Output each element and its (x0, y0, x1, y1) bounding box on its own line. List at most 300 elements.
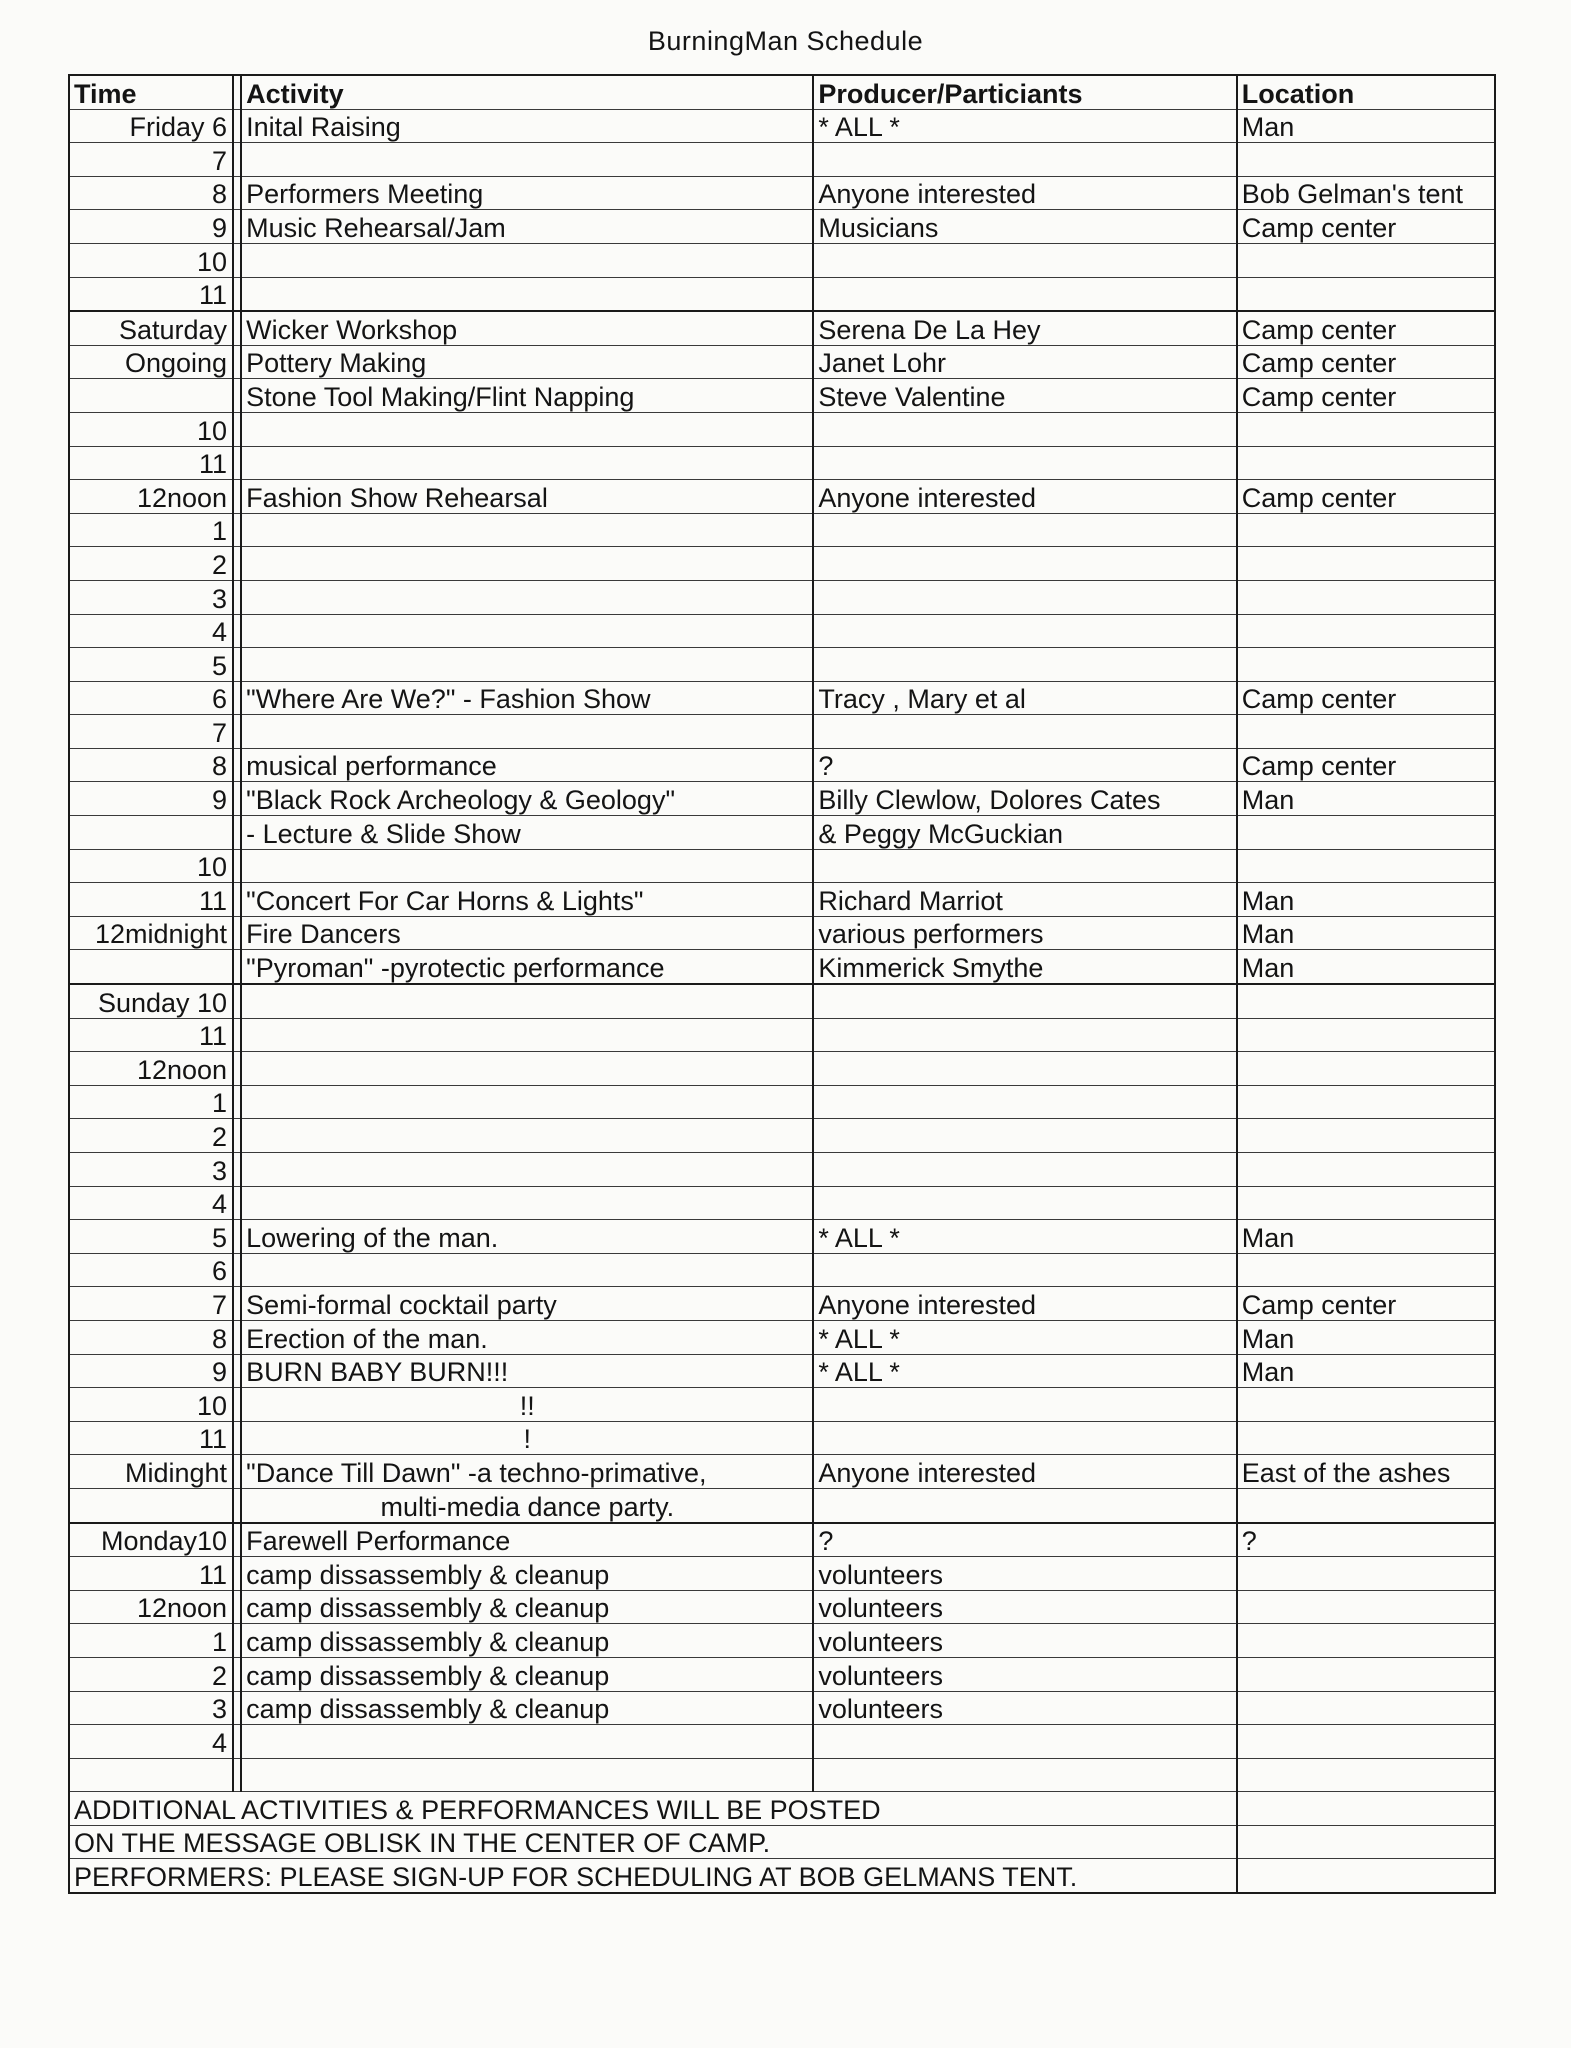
column-gap (233, 243, 241, 277)
location-cell (1237, 1859, 1495, 1893)
activity-cell (241, 1253, 813, 1287)
table-row (69, 1624, 1495, 1658)
table-row (69, 1388, 1495, 1422)
time-cell (69, 379, 233, 413)
table-row (69, 1052, 1495, 1086)
location-cell (1237, 1018, 1495, 1052)
time-cell (69, 816, 233, 850)
activity-cell (241, 1153, 813, 1187)
location-cell (1237, 446, 1495, 480)
producer-cell (813, 412, 1236, 446)
time-cell: 11 (69, 883, 233, 917)
producer-cell (813, 1052, 1236, 1086)
producer-cell: Anyone interested (813, 480, 1236, 514)
table-row (69, 1488, 1495, 1522)
table-row (69, 1691, 1495, 1725)
activity-cell: camp dissassembly & cleanup (241, 1557, 813, 1591)
location-cell: Man (1237, 916, 1495, 950)
producer-cell: * ALL * (813, 109, 1236, 143)
producer-cell (813, 1119, 1236, 1153)
table-row (69, 681, 1495, 715)
producer-cell (813, 984, 1236, 1018)
producer-cell (813, 1725, 1236, 1759)
location-cell (1237, 1085, 1495, 1119)
column-gap (233, 1354, 241, 1388)
time-cell: 5 (69, 648, 233, 682)
table-row (69, 143, 1495, 177)
table-row (69, 1287, 1495, 1321)
table-row (69, 243, 1495, 277)
location-cell (1237, 1590, 1495, 1624)
producer-cell (813, 1186, 1236, 1220)
table-row (69, 176, 1495, 210)
column-gap (233, 1320, 241, 1354)
activity-cell (241, 1725, 813, 1759)
notice-row (69, 1825, 1495, 1859)
location-cell: ? (1237, 1523, 1495, 1557)
activity-cell: Semi-formal cocktail party (241, 1287, 813, 1321)
location-cell (1237, 1657, 1495, 1691)
column-gap (233, 1052, 241, 1086)
table-row (69, 782, 1495, 816)
producer-cell: Billy Clewlow, Dolores Cates (813, 782, 1236, 816)
time-cell: 11 (69, 1018, 233, 1052)
location-cell (1237, 715, 1495, 749)
time-cell: 1 (69, 513, 233, 547)
table-row (69, 1186, 1495, 1220)
notice-row (69, 1792, 1495, 1826)
location-cell (1237, 1488, 1495, 1522)
column-gap (233, 109, 241, 143)
time-cell: 11 (69, 446, 233, 480)
location-cell (1237, 1421, 1495, 1455)
column-gap (233, 412, 241, 446)
table-row (69, 311, 1495, 345)
activity-cell: Erection of the man. (241, 1320, 813, 1354)
producer-cell (813, 849, 1236, 883)
producer-cell: Richard Marriot (813, 883, 1236, 917)
producer-cell (813, 243, 1236, 277)
column-gap (233, 143, 241, 177)
column-gap (233, 547, 241, 581)
time-cell: 10 (69, 849, 233, 883)
location-cell: Camp center (1237, 210, 1495, 244)
time-cell: Sunday 10 (69, 984, 233, 1018)
column-gap (233, 311, 241, 345)
notice-rows (69, 1792, 1495, 1893)
table-row (69, 849, 1495, 883)
time-cell: Monday10 (69, 1523, 233, 1557)
activity-cell: Performers Meeting (241, 176, 813, 210)
producer-cell (813, 1253, 1236, 1287)
producer-cell: various performers (813, 916, 1236, 950)
location-cell: Man (1237, 1220, 1495, 1254)
time-cell: 9 (69, 210, 233, 244)
table-row (69, 1253, 1495, 1287)
table-row (69, 715, 1495, 749)
time-cell: 8 (69, 1320, 233, 1354)
producer-cell: & Peggy McGuckian (813, 816, 1236, 850)
table-row (69, 1220, 1495, 1254)
table-row (69, 1085, 1495, 1119)
table-row (69, 1725, 1495, 1759)
column-gap (233, 1488, 241, 1522)
table-row (69, 916, 1495, 950)
producer-cell: * ALL * (813, 1354, 1236, 1388)
column-gap (233, 1657, 241, 1691)
location-cell: Man (1237, 782, 1495, 816)
location-cell (1237, 412, 1495, 446)
page-title: BurningMan Schedule (647, 26, 924, 56)
activity-cell: "Dance Till Dawn" -a techno-primative, (241, 1455, 813, 1489)
column-gap (233, 1119, 241, 1153)
location-cell: Camp center (1237, 748, 1495, 782)
location-cell (1237, 1153, 1495, 1187)
location-cell: Camp center (1237, 480, 1495, 514)
activity-cell: "Pyroman" -pyrotectic performance (241, 950, 813, 984)
column-gap (233, 1455, 241, 1489)
time-cell: 6 (69, 1253, 233, 1287)
time-cell: 3 (69, 1153, 233, 1187)
column-gap (233, 1388, 241, 1422)
location-cell (1237, 1253, 1495, 1287)
notice-text: ADDITIONAL ACTIVITIES & PERFORMANCES WILL BE POSTED (69, 1792, 1237, 1826)
table-row (69, 816, 1495, 850)
header-row (69, 75, 1495, 109)
activity-cell (241, 614, 813, 648)
time-cell: Midinght (69, 1455, 233, 1489)
time-cell: 1 (69, 1624, 233, 1658)
activity-cell: Farewell Performance (241, 1523, 813, 1557)
activity-cell: ! (241, 1421, 813, 1455)
header-time: Time (69, 75, 233, 109)
location-cell (1237, 1186, 1495, 1220)
activity-cell (241, 1018, 813, 1052)
activity-cell: Music Rehearsal/Jam (241, 210, 813, 244)
producer-cell (813, 1488, 1236, 1522)
location-cell: Camp center (1237, 379, 1495, 413)
column-gap (233, 513, 241, 547)
column-gap (233, 1725, 241, 1759)
column-gap (233, 1691, 241, 1725)
time-cell: 8 (69, 748, 233, 782)
producer-cell: * ALL * (813, 1220, 1236, 1254)
producer-cell (813, 1758, 1236, 1792)
location-cell (1237, 614, 1495, 648)
activity-cell: musical performance (241, 748, 813, 782)
time-cell: 12noon (69, 1052, 233, 1086)
activity-cell (241, 547, 813, 581)
time-cell: Ongoing (69, 345, 233, 379)
column-gap (233, 849, 241, 883)
time-cell: 12noon (69, 480, 233, 514)
column-gap (233, 1287, 241, 1321)
time-cell: 7 (69, 715, 233, 749)
table-row (69, 109, 1495, 143)
table-row (69, 648, 1495, 682)
table-row (69, 480, 1495, 514)
table-row (69, 1523, 1495, 1557)
table-row (69, 883, 1495, 917)
column-gap (233, 1590, 241, 1624)
table-row (69, 1354, 1495, 1388)
table-row (69, 1119, 1495, 1153)
column-gap (233, 75, 241, 109)
table-row (69, 1590, 1495, 1624)
activity-cell (241, 143, 813, 177)
table-row (69, 412, 1495, 446)
activity-cell: Fire Dancers (241, 916, 813, 950)
column-gap (233, 345, 241, 379)
column-gap (233, 816, 241, 850)
producer-cell: Anyone interested (813, 176, 1236, 210)
activity-cell: camp dissassembly & cleanup (241, 1624, 813, 1658)
column-gap (233, 480, 241, 514)
time-cell: 1 (69, 1085, 233, 1119)
producer-cell: volunteers (813, 1557, 1236, 1591)
time-cell: 9 (69, 1354, 233, 1388)
time-cell: 8 (69, 176, 233, 210)
table-row (69, 1657, 1495, 1691)
time-cell: 10 (69, 243, 233, 277)
column-gap (233, 984, 241, 1018)
producer-cell (813, 1085, 1236, 1119)
producer-cell: Janet Lohr (813, 345, 1236, 379)
column-gap (233, 748, 241, 782)
location-cell (1237, 513, 1495, 547)
time-cell: 12noon (69, 1590, 233, 1624)
column-gap (233, 1758, 241, 1792)
location-cell (1237, 243, 1495, 277)
column-gap (233, 1523, 241, 1557)
activity-cell (241, 984, 813, 1018)
location-cell: East of the ashes (1237, 1455, 1495, 1489)
activity-cell: camp dissassembly & cleanup (241, 1657, 813, 1691)
producer-cell (813, 614, 1236, 648)
producer-cell: ? (813, 1523, 1236, 1557)
column-gap (233, 1018, 241, 1052)
producer-cell (813, 1388, 1236, 1422)
producer-cell: Musicians (813, 210, 1236, 244)
location-cell (1237, 1119, 1495, 1153)
activity-cell: camp dissassembly & cleanup (241, 1691, 813, 1725)
activity-cell (241, 1186, 813, 1220)
activity-cell: !! (241, 1388, 813, 1422)
column-gap (233, 446, 241, 480)
location-cell (1237, 1624, 1495, 1658)
time-cell (69, 1758, 233, 1792)
activity-cell: Fashion Show Rehearsal (241, 480, 813, 514)
producer-cell: volunteers (813, 1624, 1236, 1658)
time-cell: 11 (69, 1557, 233, 1591)
location-cell (1237, 816, 1495, 850)
producer-cell: Serena De La Hey (813, 311, 1236, 345)
activity-cell: Stone Tool Making/Flint Napping (241, 379, 813, 413)
time-cell: 10 (69, 412, 233, 446)
location-cell: Bob Gelman's tent (1237, 176, 1495, 210)
time-cell: 11 (69, 1421, 233, 1455)
location-cell (1237, 580, 1495, 614)
activity-cell: camp dissassembly & cleanup (241, 1590, 813, 1624)
time-cell: 2 (69, 1119, 233, 1153)
table-row (69, 614, 1495, 648)
column-gap (233, 379, 241, 413)
time-cell: Saturday (69, 311, 233, 345)
location-cell (1237, 1691, 1495, 1725)
table-row (69, 446, 1495, 480)
location-cell: Camp center (1237, 1287, 1495, 1321)
producer-cell: volunteers (813, 1590, 1236, 1624)
table-row (69, 950, 1495, 984)
column-gap (233, 277, 241, 311)
time-cell: 3 (69, 1691, 233, 1725)
column-gap (233, 715, 241, 749)
location-cell (1237, 1388, 1495, 1422)
location-cell (1237, 277, 1495, 311)
column-gap (233, 1557, 241, 1591)
location-cell (1237, 1792, 1495, 1826)
producer-cell (813, 143, 1236, 177)
time-cell: 4 (69, 614, 233, 648)
table-row (69, 547, 1495, 581)
column-gap (233, 580, 241, 614)
time-cell: 11 (69, 277, 233, 311)
location-cell (1237, 849, 1495, 883)
activity-cell (241, 412, 813, 446)
activity-cell: Wicker Workshop (241, 311, 813, 345)
column-gap (233, 1153, 241, 1187)
column-gap (233, 916, 241, 950)
activity-cell: Lowering of the man. (241, 1220, 813, 1254)
time-cell: 12midnight (69, 916, 233, 950)
activity-cell (241, 1119, 813, 1153)
table-row (69, 1557, 1495, 1591)
table-row (69, 984, 1495, 1018)
time-cell: 5 (69, 1220, 233, 1254)
time-cell: 10 (69, 1388, 233, 1422)
table-row (69, 1455, 1495, 1489)
producer-cell: Steve Valentine (813, 379, 1236, 413)
notice-row (69, 1859, 1495, 1893)
activity-cell (241, 1758, 813, 1792)
location-cell: Man (1237, 109, 1495, 143)
activity-cell (241, 1085, 813, 1119)
location-cell (1237, 1825, 1495, 1859)
activity-cell (241, 580, 813, 614)
location-cell (1237, 1725, 1495, 1759)
time-cell: 3 (69, 580, 233, 614)
table-row (69, 513, 1495, 547)
location-cell (1237, 984, 1495, 1018)
location-cell (1237, 648, 1495, 682)
table-row (69, 1421, 1495, 1455)
activity-cell: multi-media dance party. (241, 1488, 813, 1522)
time-cell: 4 (69, 1725, 233, 1759)
location-cell (1237, 547, 1495, 581)
location-cell: Camp center (1237, 311, 1495, 345)
header-location: Location (1237, 75, 1495, 109)
activity-cell (241, 243, 813, 277)
column-gap (233, 210, 241, 244)
location-cell: Man (1237, 950, 1495, 984)
producer-cell (813, 715, 1236, 749)
producer-cell (813, 513, 1236, 547)
column-gap (233, 1085, 241, 1119)
time-cell: 2 (69, 1657, 233, 1691)
location-cell: Man (1237, 1320, 1495, 1354)
producer-cell (813, 648, 1236, 682)
notice-text: ON THE MESSAGE OBLISK IN THE CENTER OF CAMP. (69, 1825, 1237, 1859)
time-cell (69, 950, 233, 984)
table-row (69, 1018, 1495, 1052)
column-gap (233, 1186, 241, 1220)
producer-cell (813, 446, 1236, 480)
location-cell: Man (1237, 883, 1495, 917)
producer-cell (813, 580, 1236, 614)
location-cell: Camp center (1237, 345, 1495, 379)
schedule-table (68, 74, 1496, 1894)
location-cell (1237, 1758, 1495, 1792)
table-row (69, 210, 1495, 244)
location-cell (1237, 143, 1495, 177)
producer-cell (813, 1018, 1236, 1052)
activity-cell: Inital Raising (241, 109, 813, 143)
time-cell: 6 (69, 681, 233, 715)
producer-cell: Tracy , Mary et al (813, 681, 1236, 715)
table-row (69, 1758, 1495, 1792)
producer-cell (813, 1153, 1236, 1187)
location-cell (1237, 1052, 1495, 1086)
time-cell: 9 (69, 782, 233, 816)
activity-cell (241, 648, 813, 682)
table-row (69, 345, 1495, 379)
column-gap (233, 1624, 241, 1658)
producer-cell (813, 547, 1236, 581)
time-cell: 2 (69, 547, 233, 581)
producer-cell: volunteers (813, 1691, 1236, 1725)
header-activity: Activity (241, 75, 813, 109)
activity-cell: "Concert For Car Horns & Lights" (241, 883, 813, 917)
table-row (69, 748, 1495, 782)
activity-cell (241, 849, 813, 883)
column-gap (233, 1253, 241, 1287)
notice-text: PERFORMERS: PLEASE SIGN-UP FOR SCHEDULING AT BOB GELMANS TENT. (69, 1859, 1237, 1893)
activity-cell: - Lecture & Slide Show (241, 816, 813, 850)
table-row (69, 1153, 1495, 1187)
column-gap (233, 648, 241, 682)
producer-cell: Kimmerick Smythe (813, 950, 1236, 984)
column-gap (233, 1220, 241, 1254)
producer-cell (813, 277, 1236, 311)
activity-cell (241, 446, 813, 480)
column-gap (233, 176, 241, 210)
producer-cell: Anyone interested (813, 1287, 1236, 1321)
activity-cell: Pottery Making (241, 345, 813, 379)
column-gap (233, 950, 241, 984)
activity-cell: "Black Rock Archeology & Geology" (241, 782, 813, 816)
column-gap (233, 883, 241, 917)
location-cell: Man (1237, 1354, 1495, 1388)
producer-cell: ? (813, 748, 1236, 782)
column-gap (233, 614, 241, 648)
producer-cell: volunteers (813, 1657, 1236, 1691)
time-cell: 7 (69, 143, 233, 177)
time-cell: 4 (69, 1186, 233, 1220)
table-row (69, 580, 1495, 614)
time-cell (69, 1488, 233, 1522)
activity-cell (241, 1052, 813, 1086)
location-cell (1237, 1557, 1495, 1591)
